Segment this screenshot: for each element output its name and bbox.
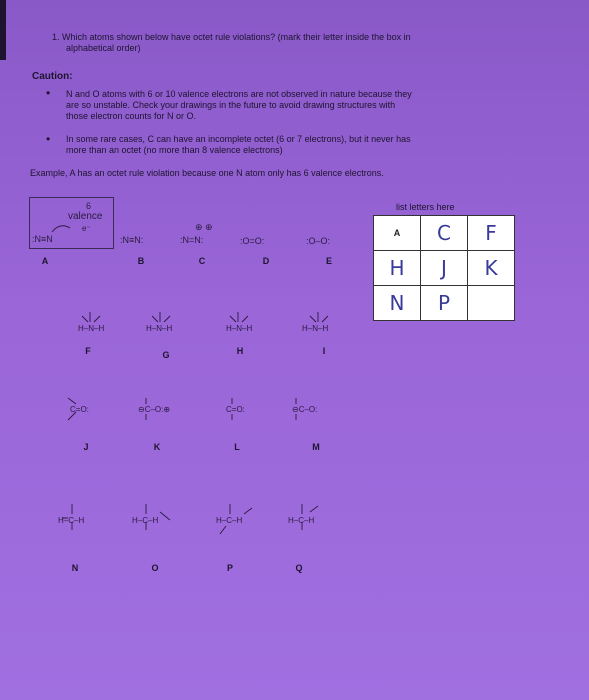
molecule-j: C=O: — [70, 405, 89, 414]
bullet-dot: • — [46, 132, 51, 146]
answer-cell[interactable]: J — [421, 251, 468, 286]
label-e: E — [325, 256, 332, 266]
answer-cell[interactable]: F — [468, 216, 515, 251]
label-d: D — [262, 256, 270, 266]
answer-cell[interactable]: K — [468, 251, 515, 286]
question-line-1: 1. Which atoms shown below have octet rule violations? (mark their letter inside the box in — [52, 32, 411, 42]
molecule-i: H–N–H — [302, 324, 329, 333]
label-h: H — [236, 346, 244, 356]
label-p: P — [226, 563, 233, 573]
label-q: Q — [295, 563, 303, 573]
molecule-g: H–N–H — [146, 324, 173, 333]
molecule-c-charges: ⊕ ⊕ — [195, 222, 213, 232]
answer-cell[interactable]: C — [421, 216, 468, 251]
answer-grid — [373, 215, 515, 321]
molecule-n: H–C–H — [58, 516, 85, 525]
answer-cell[interactable]: H — [374, 251, 421, 286]
caution-bullet-1-line-2: are so unstable. Check your drawings in the future to avoid drawing structures with — [66, 100, 396, 110]
molecule-k: ⊖C–O:⊕ — [138, 405, 171, 414]
bullet-dot: • — [46, 86, 51, 100]
label-g: G — [162, 350, 170, 360]
label-a: A — [41, 256, 49, 266]
label-f: F — [85, 346, 91, 356]
molecule-m: ⊖C–O: — [292, 405, 318, 414]
molecule-l: C=O: — [226, 405, 245, 414]
molecule-c: :N=N: — [180, 235, 204, 245]
label-k: K — [153, 442, 161, 452]
molecule-b: :N≡N: — [120, 235, 144, 245]
answer-cell[interactable] — [468, 286, 515, 321]
label-o: O — [151, 563, 159, 573]
example-count: 6 — [86, 201, 92, 211]
question-line-2: alphabetical order) — [66, 43, 141, 53]
answer-cell[interactable]: N — [374, 286, 421, 321]
label-l: L — [234, 442, 240, 452]
answer-box-title: list letters here — [396, 202, 455, 212]
molecule-a: :N≡N — [32, 234, 53, 244]
molecule-f: H–N–H — [78, 324, 105, 333]
caution-heading: Caution: — [32, 71, 73, 82]
caution-bullet-2-line-2: more than an octet (no more than 8 valence electrons) — [66, 145, 283, 155]
label-n: N — [71, 563, 79, 573]
molecule-e: :O–O: — [306, 236, 331, 246]
label-b: B — [137, 256, 145, 266]
example-electron: e⁻ — [82, 224, 91, 233]
molecule-q: H–C–H — [288, 516, 315, 525]
molecule-d: :O=O: — [240, 236, 265, 246]
caution-bullet-2-line-1: In some rare cases, C can have an incomplete octet (6 or 7 electrons), but it never has — [66, 134, 411, 144]
molecule-h: H–N–H — [226, 324, 253, 333]
answer-cell[interactable]: A — [374, 216, 421, 251]
caution-bullet-1-line-3: those electron counts for N or O. — [66, 111, 197, 121]
molecule-p: H–C–H — [216, 516, 243, 525]
molecule-o: H–C–H — [132, 516, 159, 525]
paper-edge — [0, 0, 6, 60]
label-c: C — [198, 256, 206, 266]
label-i: I — [322, 346, 326, 356]
label-j: J — [83, 442, 89, 452]
caution-bullet-1-line-1: N and O atoms with 6 or 10 valence electrons are not observed in nature because they — [66, 89, 412, 99]
example-valence: valence — [68, 211, 103, 222]
label-m: M — [312, 442, 320, 452]
example-sentence: Example, A has an octet rule violation because one N atom only has 6 valence electrons. — [30, 168, 384, 178]
answer-cell[interactable]: P — [421, 286, 468, 321]
